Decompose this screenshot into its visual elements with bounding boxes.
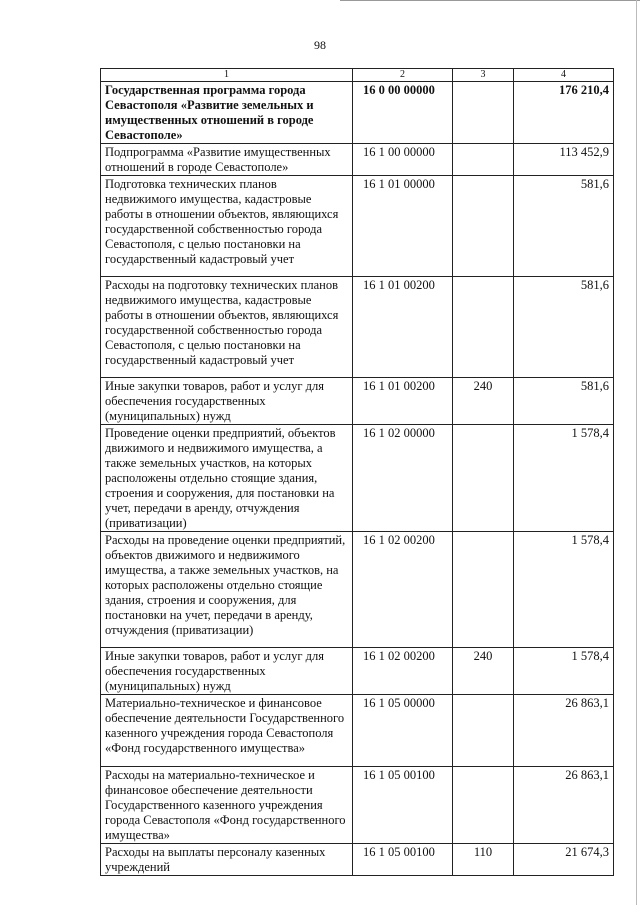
row-type-cell <box>453 695 514 767</box>
row-code-cell: 16 1 05 00100 <box>353 767 453 844</box>
row-code-cell: 16 1 01 00200 <box>353 277 453 378</box>
row-name-cell: Расходы на материально-техническое и финансовое обеспечение деятельности Государственного казенного учреждения города Севастополя «Фонд государственного имущества» <box>101 767 353 844</box>
row-code-cell: 16 0 00 00000 <box>353 82 453 144</box>
row-code-cell: 16 1 02 00200 <box>353 532 453 648</box>
row-code-cell: 16 1 05 00100 <box>353 844 453 876</box>
table-row <box>101 532 614 648</box>
row-type-cell: 240 <box>453 378 514 425</box>
row-sum-cell: 26 863,1 <box>514 695 614 767</box>
row-type-cell <box>453 277 514 378</box>
budget-table-body <box>101 69 614 876</box>
table-row <box>101 277 614 378</box>
row-name-cell: Проведение оценки предприятий, объектов движимого и недвижимого имущества, а также земельных участков, на которых расположены отдельно стоящие здания, строения и сооружения, для постановки на учет, передачи в аренду, отчуждения (приватизации) <box>101 425 353 532</box>
row-code-cell: 16 1 01 00000 <box>353 176 453 277</box>
column-header-2: 2 <box>353 69 453 82</box>
table-row <box>101 176 614 277</box>
row-name-cell: Иные закупки товаров, работ и услуг для обеспечения государственных (муниципальных) нужд <box>101 378 353 425</box>
row-type-cell: 110 <box>453 844 514 876</box>
row-code-cell: 16 1 01 00200 <box>353 378 453 425</box>
column-header-4: 4 <box>514 69 614 82</box>
column-header-3: 3 <box>453 69 514 82</box>
row-name-cell: Расходы на проведение оценки предприятий, объектов движимого и недвижимого имущества, а также земельных участков, на которых расположены отдельно стоящие здания, строения и сооружения, для постановки на учет, передачи в аренду, отчуждения (приватизации) <box>101 532 353 648</box>
table-row <box>101 378 614 425</box>
table-row <box>101 144 614 176</box>
row-name-cell: Иные закупки товаров, работ и услуг для обеспечения государственных (муниципальных) нужд <box>101 648 353 695</box>
row-sum-cell: 581,6 <box>514 378 614 425</box>
scan-edge-right <box>636 0 637 905</box>
table-row <box>101 767 614 844</box>
row-sum-cell: 26 863,1 <box>514 767 614 844</box>
row-name-cell: Государственная программа города Севастополя «Развитие земельных и имущественных отношений в городе Севастополе» <box>101 82 353 144</box>
row-code-cell: 16 1 05 00000 <box>353 695 453 767</box>
budget-table <box>100 68 614 876</box>
row-code-cell: 16 1 02 00000 <box>353 425 453 532</box>
table-row <box>101 695 614 767</box>
table-header-row <box>101 69 614 82</box>
row-type-cell <box>453 425 514 532</box>
row-sum-cell: 113 452,9 <box>514 144 614 176</box>
row-type-cell <box>453 532 514 648</box>
row-type-cell <box>453 767 514 844</box>
row-sum-cell: 176 210,4 <box>514 82 614 144</box>
row-sum-cell: 1 578,4 <box>514 648 614 695</box>
row-type-cell: 240 <box>453 648 514 695</box>
row-sum-cell: 21 674,3 <box>514 844 614 876</box>
row-name-cell: Подпрограмма «Развитие имущественных отношений в городе Севастополе» <box>101 144 353 176</box>
table-row <box>101 425 614 532</box>
page-number: 98 <box>314 38 326 52</box>
row-name-cell: Расходы на выплаты персоналу казенных учреждений <box>101 844 353 876</box>
row-sum-cell: 581,6 <box>514 176 614 277</box>
column-header-1: 1 <box>101 69 353 82</box>
row-code-cell: 16 1 00 00000 <box>353 144 453 176</box>
row-type-cell <box>453 176 514 277</box>
row-sum-cell: 1 578,4 <box>514 425 614 532</box>
row-name-cell: Подготовка технических планов недвижимого имущества, кадастровые работы в отношении объектов, являющихся государственной собственностью города Севастополя, с целью постановки на государственный кадастровый учет <box>101 176 353 277</box>
row-code-cell: 16 1 02 00200 <box>353 648 453 695</box>
row-type-cell <box>453 144 514 176</box>
table-row <box>101 82 614 144</box>
table-row <box>101 844 614 876</box>
row-sum-cell: 581,6 <box>514 277 614 378</box>
row-name-cell: Материально-техническое и финансовое обеспечение деятельности Государственного казенного учреждения города Севастополя «Фонд государственного имущества» <box>101 695 353 767</box>
table-row <box>101 648 614 695</box>
row-sum-cell: 1 578,4 <box>514 532 614 648</box>
scan-edge-top <box>340 0 640 1</box>
row-type-cell <box>453 82 514 144</box>
row-name-cell: Расходы на подготовку технических планов недвижимого имущества, кадастровые работы в отношении объектов, являющихся государственной собственностью города Севастополя, с целью постановки на государственный кадастровый учет <box>101 277 353 378</box>
